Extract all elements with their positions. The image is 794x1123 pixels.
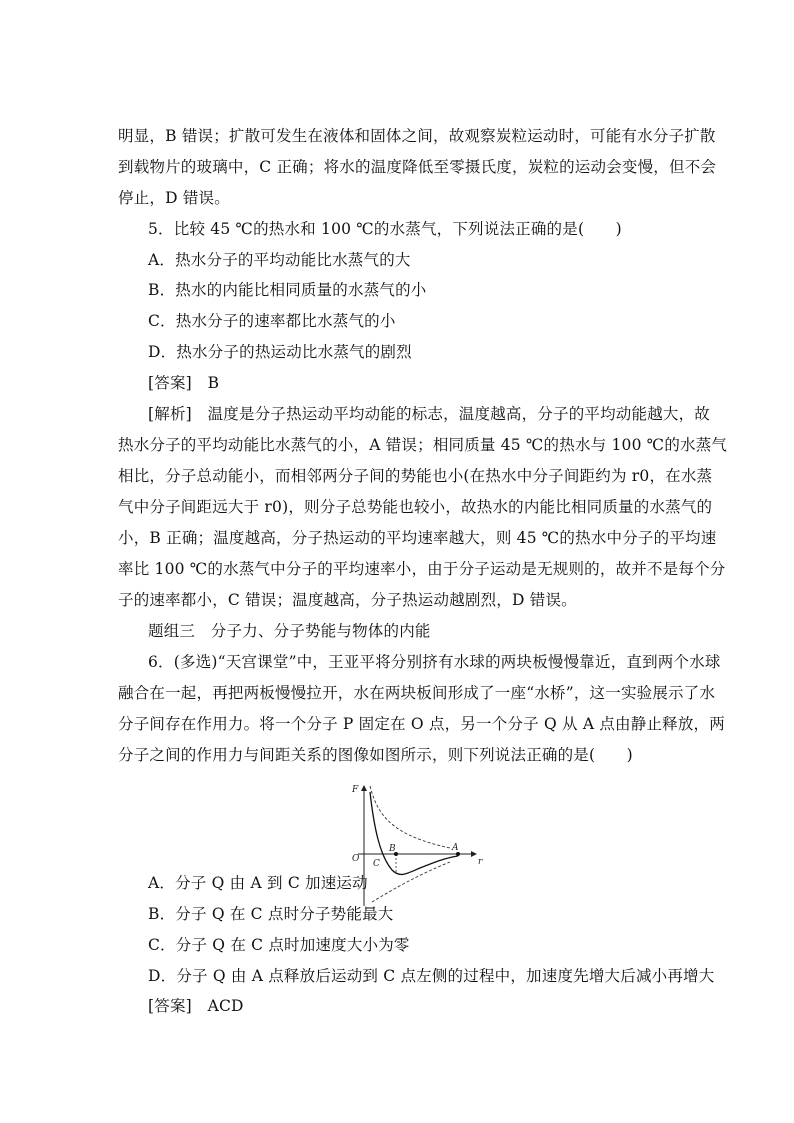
q5-analysis-line: [解析] 温度是分子热运动平均动能的标志，温度越高，分子的平均动能越大，故 xyxy=(148,405,710,423)
q5-option-b: B．热水的内能比相同质量的水蒸气的小 xyxy=(148,281,427,299)
question-6-stem: 分子间存在作用力。将一个分子 P 固定在 O 点，另一个分子 Q 从 A 点由静止释放，两 xyxy=(118,715,725,733)
q5-option-c: C．热水分子的速率都比水蒸气的小 xyxy=(148,312,396,330)
q5-analysis-line: 气中分子间距远大于 r0)，则分子总势能也较小，故热水的内能比相同质量的水蒸气的 xyxy=(118,498,713,516)
q5-answer: [答案] B xyxy=(148,374,220,392)
point-b-label: B xyxy=(389,844,396,854)
q5-option-a: A．热水分子的平均动能比水蒸气的大 xyxy=(148,251,411,269)
question-6-stem: 分子之间的作用力与间距关系的图像如图所示，则下列说法正确的是( ) xyxy=(118,746,633,764)
analysis-line: 到载物片的玻璃中，C 正确；将水的温度降低至零摄氏度，炭粒的运动会变慢，但不会 xyxy=(118,158,717,176)
repulsion-curve xyxy=(370,786,450,848)
y-axis-label: F xyxy=(352,785,359,795)
question-6-stem: 融合在一起，再把两板慢慢拉开，水在两块板间形成了一座“水桥”，这一实验展示了水 xyxy=(118,684,716,702)
q6-option-c: C．分子 Q 在 C 点时加速度大小为零 xyxy=(148,936,410,954)
q5-analysis-line: 小，B 正确；温度越高，分子热运动的平均速率越大，则 45 ℃的热水中分子的平均速 xyxy=(118,529,717,547)
resultant-force-curve xyxy=(370,792,458,874)
point-c-label: C xyxy=(373,859,380,869)
q5-analysis-line: 相比，分子总动能小，而相邻两分子间的势能也小(在热水中分子间距约为 r0，在水蒸 xyxy=(118,467,713,485)
question-6-stem: 6．(多选)“天宫课堂”中，王亚平将分别挤有水球的两块板慢慢靠近，直到两个水球 xyxy=(148,653,721,671)
q5-analysis-line: 率比 100 ℃的水蒸气中分子的平均速率小，由于分子运动是无规则的，故并不是每个分 xyxy=(118,560,726,578)
x-axis-label: r xyxy=(478,857,483,867)
section-title: 题组三 分子力、分子势能与物体的内能 xyxy=(148,622,431,640)
analysis-line: 停止，D 错误。 xyxy=(118,189,230,207)
q5-analysis-line: 热水分子的平均动能比水蒸气的小，A 错误；相同质量 45 ℃的热水与 100 ℃的水蒸气 xyxy=(118,436,728,454)
point-a-label: A xyxy=(452,843,459,853)
q6-answer: [答案] ACD xyxy=(148,997,244,1015)
q6-option-a: A．分子 Q 由 A 到 C 加速运动 xyxy=(148,874,368,892)
origin-label: O xyxy=(352,854,360,864)
q6-option-b: B．分子 Q 在 C 点时分子势能最大 xyxy=(148,905,394,923)
q5-analysis-line: 子的速率都小，C 错误；温度越高，分子热运动越剧烈，D 错误。 xyxy=(118,591,577,609)
q6-option-d: D．分子 Q 由 A 点释放后运动到 C 点左侧的过程中，加速度先增大后减小再增大 xyxy=(148,967,715,985)
q5-option-d: D．热水分子的热运动比水蒸气的剧烈 xyxy=(148,343,412,361)
question-5-stem: 5．比较 45 ℃的热水和 100 ℃的水蒸气，下列说法正确的是( ) xyxy=(148,220,622,238)
attraction-curve xyxy=(372,862,450,902)
analysis-line: 明显，B 错误；扩散可发生在液体和固体之间，故观察炭粒运动时，可能有水分子扩散 xyxy=(118,127,716,145)
